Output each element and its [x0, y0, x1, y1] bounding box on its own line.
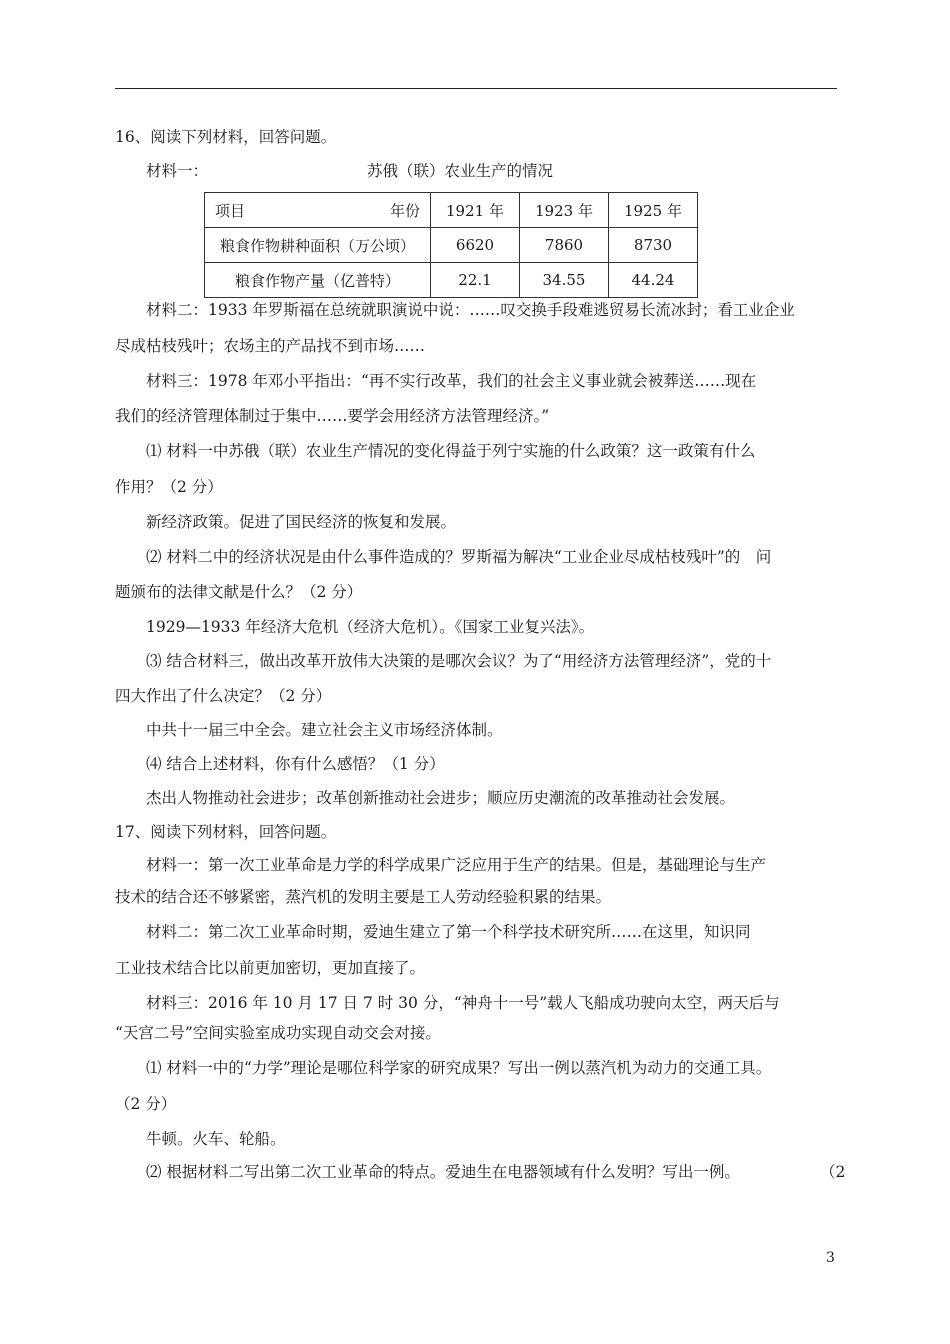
- table-cell: 6620: [431, 228, 520, 263]
- sub-question-2: 题颁布的法律文献是什么？（2 分）: [115, 583, 363, 601]
- sub-question-2-score: （2: [820, 1163, 846, 1181]
- header-rule: [115, 88, 837, 89]
- row-label: 粮食作物产量（亿普特）: [205, 263, 431, 298]
- sub-question-1: （2 分）: [115, 1095, 177, 1113]
- answer-3: 中共十一届三中全会。建立社会主义市场经济体制。: [146, 721, 503, 739]
- sub-question-2: ⑵ 根据材料二写出第二次工业革命的特点。爱迪生在电器领域有什么发明？写出一例。: [146, 1163, 740, 1181]
- table-header-item-year: [205, 193, 431, 228]
- table-header-row: [205, 193, 698, 228]
- page-number: 3: [826, 1250, 835, 1266]
- sub-question-3: ⑶ 结合材料三，做出改革开放伟大决策的是哪次会议？为了“用经济方法管理经济”，党的十: [146, 652, 772, 670]
- sub-question-1: 作用？（2 分）: [115, 478, 223, 496]
- table-row: [205, 228, 698, 263]
- material-1-line: 材料一：第一次工业革命是力学的科学成果广泛应用于生产的结果。但是，基础理论与生产: [146, 856, 767, 874]
- year-header: 1923 年: [520, 193, 609, 228]
- material-2-line: 尽成枯枝残叶；农场主的产品找不到市场……: [115, 337, 426, 355]
- table-caption: 苏俄（联）农业生产的情况: [367, 162, 554, 180]
- material-2-line: 工业技术结合比以前更加密切，更加直接了。: [115, 959, 426, 977]
- table-cell: 44.24: [609, 263, 698, 298]
- question-16-title: 16、阅读下列材料，回答问题。: [115, 128, 337, 146]
- table-cell: 22.1: [431, 263, 520, 298]
- agriculture-table: [204, 192, 698, 298]
- year-header: 1921 年: [431, 193, 520, 228]
- header-item-label: 项目: [215, 202, 246, 220]
- material-2-line: 材料二：1933 年罗斯福在总统就职演说中说：……叹交换手段难逃贸易长流冰封；看工业企业: [146, 301, 795, 319]
- material-1-line: 技术的结合还不够紧密，蒸汽机的发明主要是工人劳动经验积累的结果。: [115, 888, 612, 906]
- sub-question-3: 四大作出了什么决定？（2 分）: [115, 687, 332, 705]
- header-year-label: 年份: [389, 202, 420, 220]
- answer-2: 1929—1933 年经济大危机（经济大危机）。《国家工业复兴法》。: [146, 618, 595, 636]
- answer-1: 牛顿。火车、轮船。: [146, 1130, 286, 1148]
- table-row: [205, 263, 698, 298]
- material-1-label: 材料一：: [146, 162, 209, 180]
- material-3-line: “天宫二号”空间实验室成功实现自动交会对接。: [115, 1024, 441, 1042]
- sub-question-4: ⑷ 结合上述材料，你有什么感悟？（1 分）: [146, 755, 445, 773]
- sub-question-1: ⑴ 材料一中苏俄（联）农业生产情况的变化得益于列宁实施的什么政策？这一政策有什么: [146, 442, 756, 460]
- material-3-line: 材料三：2016 年 10 月 17 日 7 时 30 分，“神舟十一号”载人飞船成功驶向太空，两天后与: [146, 994, 780, 1012]
- table-cell: 34.55: [520, 263, 609, 298]
- material-2-line: 材料二：第二次工业革命时期，爱迪生建立了第一个科学技术研究所……在这里，知识同: [146, 923, 751, 941]
- year-header: 1925 年: [609, 193, 698, 228]
- material-3-line: 材料三：1978 年邓小平指出：“再不实行改革，我们的社会主义事业就会被葬送……现在: [146, 372, 757, 390]
- row-label: 粮食作物耕种面积（万公顷）: [205, 228, 431, 263]
- sub-question-2: ⑵ 材料二中的经济状况是由什么事件造成的？罗斯福为解决“工业企业尽成枯枝残叶”的 问: [146, 548, 772, 566]
- sub-question-1: ⑴ 材料一中的“力学”理论是哪位科学家的研究成果？写出一例以蒸汽机为动力的交通工具。: [146, 1059, 772, 1077]
- table-cell: 8730: [609, 228, 698, 263]
- question-17-title: 17、阅读下列材料，回答问题。: [115, 823, 337, 841]
- answer-1: 新经济政策。促进了国民经济的恢复和发展。: [146, 513, 457, 531]
- table-cell: 7860: [520, 228, 609, 263]
- material-3-line: 我们的经济管理体制过于集中……要学会用经济方法管理经济。”: [115, 407, 550, 425]
- answer-4: 杰出人物推动社会进步；改革创新推动社会进步；顺应历史潮流的改革推动社会发展。: [146, 789, 736, 807]
